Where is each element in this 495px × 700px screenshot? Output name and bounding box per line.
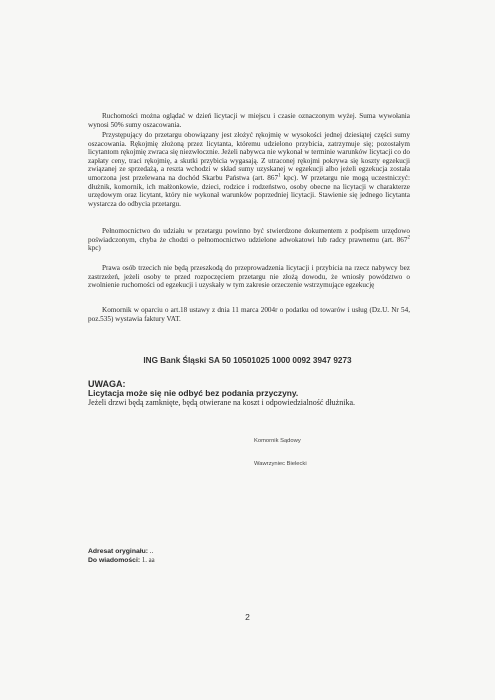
original-value: ..: [149, 548, 154, 555]
article-superscript-2: 2: [407, 235, 410, 241]
viewing-paragraph: [88, 112, 410, 129]
deposit-text: Przystępujący do przetargu obowiązany jest złożyć rękojmię w wysokości jednej dziesiątej części sumy oszacowania. Rękojmię złożoną przez licytanta, któremu udzielono przybicia, zatrzymuje się; pozostałym licytantom rękojmię zwraca się niezwłocznie. Jeżeli nabywca nie wykonał w terminie warunków licytacji co do zapłaty ceny, traci rękojmię, a skutki przybicia wygasają. Z utraconej rękojmi pokrywa się koszty egzekucji związanej ze sprzedażą, a reszta wchodzi w skład sumy uzyskanej w egzekucji albo jeżeli egzekucja została umorzona jest przelewana na dochód Skarbu Państwa (art. 867: [88, 131, 410, 182]
warning-bold-line: Licytacja może się nie odbyć bez podania przyczyny.: [88, 388, 299, 398]
viewing-text: Ruchomości można oglądać w dzień licytacji w miejscu i czasie oznaczonym wyżej. Suma wywołania wynosi 50% sumy oszacowania.: [88, 112, 410, 129]
signature-title: Komornik Sądowy: [254, 438, 301, 444]
addressees: [88, 547, 155, 565]
vat-text: Komornik w oparciu o art.18 ustawy z dnia 11 marca 2004r o podatku od towarów i usług (Dz.U. Nr 54, poz.535) wystawia faktury VAT.: [88, 306, 410, 323]
copy-label: Do wiadomości:: [88, 557, 141, 564]
warning-heading: UWAGA:: [88, 379, 126, 389]
warning-section: [88, 380, 418, 407]
original-label: Adresat oryginału:: [88, 548, 149, 555]
vat-paragraph: [88, 306, 410, 323]
third-party-paragraph: [88, 264, 410, 290]
warning-line: Jeżeli drzwi będą zamknięte, będą otwierane na koszt i odpowiedzialność dłużnika.: [88, 398, 356, 407]
proxy-paragraph: [88, 227, 410, 253]
article-superscript-1: 1: [278, 173, 281, 179]
page-number: 2: [245, 612, 250, 622]
copy-value: 1. aa: [141, 557, 155, 564]
deposit-text-end: kpc). W przetargu nie mogą uczestniczyć: dłużnik, komornik, ich małżonkowie, dzieci, rodzice i rodzeństwo, osoby obecne na licytacji w charakterze urzędowym oraz licytant, który nie wykonał warunków poprzedniej licytacji. Stawienie się jednego licytanta wystarcza do odbycia przetargu.: [88, 173, 410, 208]
signature-name: Wawrzyniec Bielecki: [254, 461, 307, 467]
proxy-text-end: kpc): [88, 244, 101, 253]
bank-account: ING Bank Śląski SA 50 10501025 1000 0092 3947 9273: [143, 356, 352, 365]
deposit-paragraph: [88, 131, 410, 208]
proxy-text: Pełnomocnictwo do udziału w przetargu powinno być stwierdzone dokumentem z podpisem urzędowo poświadczonym, chyba że chodzi o pełnomocnictwo udzielone adwokatowi lub radcy prawnemu (art. 867: [88, 227, 410, 244]
third-party-text: Prawa osób trzecich nie będą przeszkodą do przeprowadzenia licytacji i przybicia na rzecz nabywcy bez zastrzeżeń, jeżeli osoby te przed rozpoczęciem przetargu nie złożą dowodu, że wniosły powództwo o zwolnienie ruchomości od egzekucji i uzyskały w tym zakresie orzeczenie wstrzymujące egzekucję: [88, 264, 410, 290]
